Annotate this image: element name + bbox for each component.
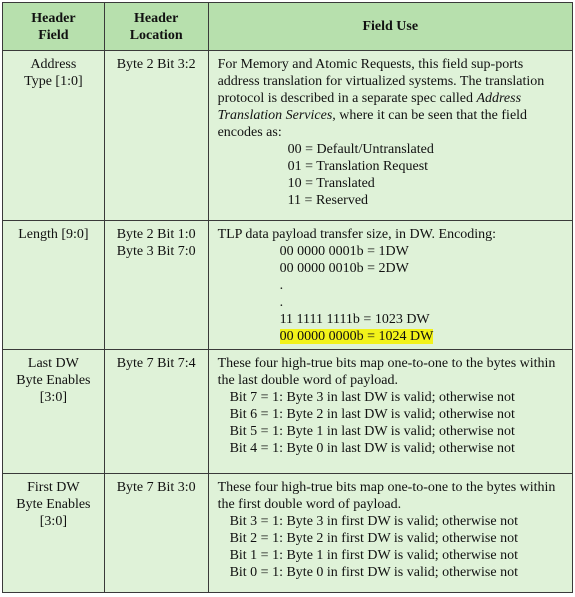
encoding-ellipsis: .: [279, 295, 284, 310]
encoding-ellipsis: .: [279, 278, 284, 293]
header-field-label-2: Field: [38, 27, 69, 43]
table-row: [3, 221, 573, 350]
field-use-cell: [208, 474, 572, 593]
bit-description: Bit 0 = 1: Byte 0 in first DW is valid; otherwise not: [229, 565, 518, 580]
header-location-column: [104, 3, 208, 51]
field-description: These four high-true bits map one-to-one to the bytes within the last double word of payload.: [217, 356, 556, 388]
bit-description: Bit 3 = 1: Byte 3 in first DW is valid; otherwise not: [229, 514, 518, 529]
encoding-line: 11 1111 1111b = 1023 DW: [279, 312, 430, 327]
field-use-cell: [208, 221, 572, 350]
field-name-cell: [3, 350, 105, 474]
encoding-line: 00 0000 0001b = 1DW: [279, 244, 409, 259]
field-name: Type [1:0]: [24, 74, 83, 89]
table-row: [3, 350, 573, 474]
bit-description: Bit 6 = 1: Byte 2 in last DW is valid; otherwise not: [229, 407, 515, 422]
bit-description: Bit 1 = 1: Byte 1 in first DW is valid; otherwise not: [229, 548, 518, 563]
header-field-label-1: Header: [31, 10, 76, 26]
field-location: Byte 2 Bit 3:2: [116, 57, 196, 72]
table-header-row: [3, 3, 573, 51]
encoding-line: 11 = Reserved: [287, 193, 369, 208]
field-use-cell: [208, 51, 572, 221]
encoding-line: 00 0000 0010b = 2DW: [279, 261, 409, 276]
field-name: Address: [30, 57, 77, 72]
field-location-cell: [104, 350, 208, 474]
bit-description: Bit 4 = 1: Byte 0 in last DW is valid; otherwise not: [229, 441, 515, 456]
field-name-cell: [3, 221, 105, 350]
header-location-label-2: Location: [129, 27, 183, 43]
header-field-column: [3, 3, 105, 51]
field-location: Byte 7 Bit 7:4: [116, 356, 196, 371]
field-location-cell: [104, 221, 208, 350]
highlighted-encoding-line: 00 0000 0000b = 1024 DW: [279, 329, 434, 344]
field-location-cell: [104, 474, 208, 593]
encoding-line: 01 = Translation Request: [287, 159, 429, 174]
encoding-line: 00 = Default/Untranslated: [287, 142, 434, 157]
field-location: Byte 7 Bit 3:0: [116, 480, 196, 495]
field-name-cell: [3, 51, 105, 221]
field-name: Byte Enables: [16, 373, 91, 388]
field-use-cell: [208, 350, 572, 474]
bit-description: Bit 7 = 1: Byte 3 in last DW is valid; otherwise not: [229, 390, 515, 405]
encoding-line: 10 = Translated: [287, 176, 375, 191]
field-name: Last DW: [27, 356, 79, 371]
table-row: [3, 474, 573, 593]
field-location-cell: [104, 51, 208, 221]
field-name: Length [9:0]: [18, 227, 89, 242]
field-description: These four high-true bits map one-to-one to the bytes within the first double word of payload.: [217, 480, 556, 512]
field-name-cell: [3, 474, 105, 593]
field-location: Byte 2 Bit 1:0: [116, 227, 196, 242]
header-location-label-1: Header: [134, 10, 179, 26]
bit-description: Bit 2 = 1: Byte 2 in first DW is valid; otherwise not: [229, 531, 518, 546]
field-name: Byte Enables: [16, 497, 91, 512]
field-use-label: Field Use: [362, 19, 419, 34]
field-description: TLP data payload transfer size, in DW. Encoding:: [217, 227, 497, 242]
spec-title: Address Translation Services: [217, 91, 522, 123]
field-use-column: [208, 3, 572, 51]
field-name: [3:0]: [39, 514, 67, 529]
field-location: Byte 3 Bit 7:0: [116, 244, 196, 259]
field-name: [3:0]: [39, 390, 67, 405]
table-row: [3, 51, 573, 221]
field-name: First DW: [27, 480, 80, 495]
header-fields-table: [2, 2, 573, 593]
field-description: For Memory and Atomic Requests, this field sup-ports address translation for virtualized systems. The translation protocol is described in a separate spec called Address Translation Services, where it can be seen that the field encodes as:: [217, 57, 545, 140]
bit-description: Bit 5 = 1: Byte 1 in last DW is valid; otherwise not: [229, 424, 515, 439]
